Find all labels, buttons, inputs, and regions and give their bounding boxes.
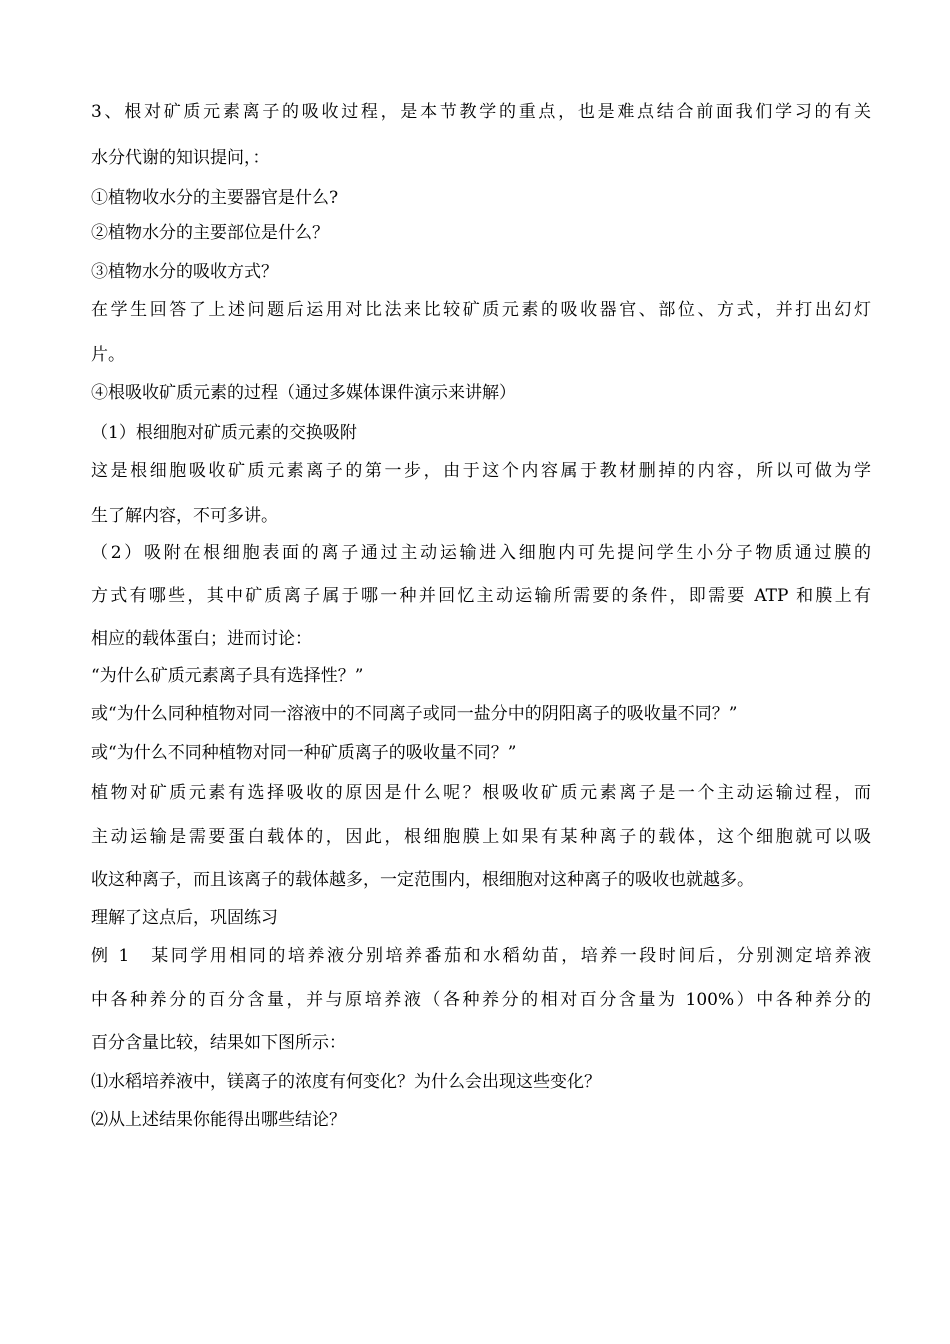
text-line: ⑴水稻培养液中，镁离子的浓度有何变化？为什么会出现这些变化？ — [91, 1072, 601, 1092]
text-line: ①植物收水分的主要器官是什么? — [91, 188, 339, 208]
text-line: （1）根细胞对矿质元素的交换吸附 — [91, 423, 357, 443]
text-line: 方式有哪些，其中矿质离子属于哪一种并回忆主动运输所需要的条件，即需要 ATP 和膜上有 — [91, 586, 871, 606]
text-line: 百分含量比较，结果如下图所示： — [91, 1033, 346, 1053]
text-line: ④根吸收矿质元素的过程（通过多媒体课件演示来讲解） — [91, 383, 516, 403]
text-line: 生了解内容，不可多讲。 — [91, 506, 278, 526]
text-line: 这是根细胞吸收矿质元素离子的第一步，由于这个内容属于教材删掉的内容，所以可做为学 — [91, 461, 871, 481]
text-line: 在学生回答了上述问题后运用对比法来比较矿质元素的吸收器官、部位、方式，并打出幻灯 — [91, 300, 871, 320]
text-line: 或“为什么不同种植物对同一种矿质离子的吸收量不同？” — [91, 743, 517, 763]
text-line: 主动运输是需要蛋白载体的，因此，根细胞膜上如果有某种离子的载体，这个细胞就可以吸 — [91, 827, 871, 847]
text-line: ⑵从上述结果你能得出哪些结论？ — [91, 1110, 346, 1130]
text-line: 中各种养分的百分含量，并与原培养液（各种养分的相对百分含量为 100%）中各种养分的 — [91, 990, 871, 1010]
text-line: “为什么矿质元素离子具有选择性？” — [91, 666, 364, 686]
text-line: 片。 — [91, 345, 125, 365]
text-line: （2）吸附在根细胞表面的离子通过主动运输进入细胞内可先提问学生小分子物质通过膜的 — [91, 543, 871, 563]
text-line: 植物对矿质元素有选择吸收的原因是什么呢？根吸收矿质元素离子是一个主动运输过程，而 — [91, 783, 871, 803]
text-line: 相应的载体蛋白；进而讨论： — [91, 629, 312, 649]
text-line: 收这种离子，而且该离子的载体越多，一定范围内，根细胞对这种离子的吸收也就越多。 — [91, 870, 754, 890]
text-line: 例 1 某同学用相同的培养液分别培养番茄和水稻幼苗，培养一段时间后，分别测定培养液 — [91, 946, 871, 966]
text-line: 理解了这点后，巩固练习 — [91, 908, 278, 928]
text-line: ②植物水分的主要部位是什么？ — [91, 223, 329, 243]
text-line: 3、根对矿质元素离子的吸收过程，是本节教学的重点，也是难点结合前面我们学习的有关 — [91, 102, 871, 122]
text-line: 或“为什么同种植物对同一溶液中的不同离子或同一盐分中的阴阳离子的吸收量不同？” — [91, 704, 738, 724]
text-line: 水分代谢的知识提问，： — [91, 148, 270, 168]
text-line: ③植物水分的吸收方式？ — [91, 262, 278, 282]
